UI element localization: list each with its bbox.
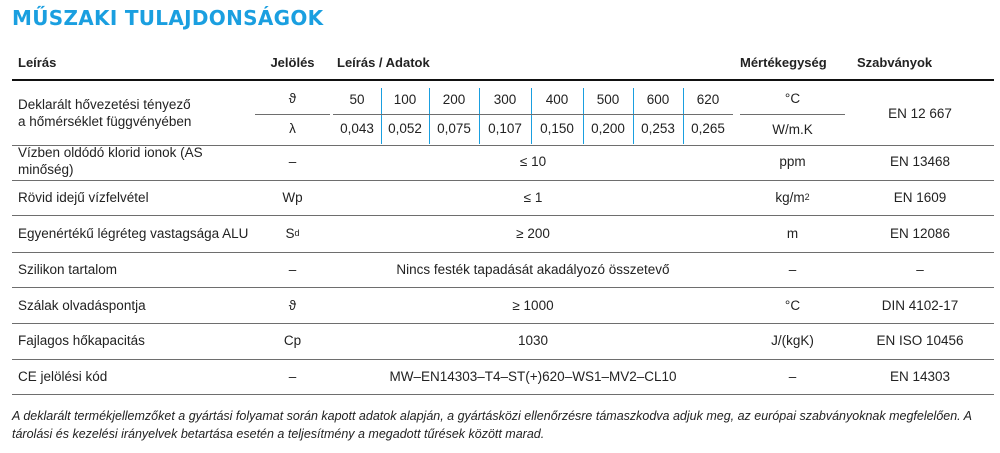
row-unit: m bbox=[786, 225, 799, 241]
grid-divider bbox=[479, 88, 480, 144]
inner-rule bbox=[255, 114, 330, 115]
row-unit: °C bbox=[784, 297, 801, 313]
row-standard: – bbox=[916, 261, 924, 277]
grid-divider bbox=[633, 88, 634, 144]
conductivity-label bbox=[18, 84, 253, 144]
grid-divider bbox=[683, 88, 684, 144]
row-unit-base: kg/m bbox=[775, 189, 805, 205]
header-unit: Mértékegység bbox=[740, 54, 827, 70]
grid-divider bbox=[531, 88, 532, 144]
row-symbol bbox=[255, 220, 330, 248]
row-symbol-subscript: d bbox=[294, 228, 300, 239]
row-label: Fajlagos hőkapacitás bbox=[18, 332, 145, 348]
symbol-temperature: ϑ bbox=[288, 90, 297, 106]
row-label: Szálak olvadáspontja bbox=[18, 297, 146, 313]
row-value: ≤ 10 bbox=[519, 153, 547, 169]
lambda-value: 0,200 bbox=[591, 120, 625, 136]
row-standard: EN 14303 bbox=[889, 368, 951, 384]
row-value: ≥ 1000 bbox=[512, 297, 554, 313]
row-rule bbox=[12, 323, 994, 324]
row-standard: EN ISO 10456 bbox=[876, 332, 964, 348]
row-value: ≤ 1 bbox=[523, 189, 543, 205]
conductivity-label-line1: Deklarált hővezetési tényező bbox=[18, 97, 191, 113]
row-label: Szilikon tartalom bbox=[18, 261, 118, 277]
row-label: Egyenértékű légréteg vastagsága ALU bbox=[18, 225, 249, 241]
grid-divider bbox=[381, 88, 382, 144]
lambda-value: 0,052 bbox=[388, 120, 422, 136]
inner-rule bbox=[333, 114, 733, 115]
row-value: MW–EN14303–T4–ST(+)620–WS1–MV2–CL10 bbox=[389, 368, 677, 384]
header-symbol: Jelölés bbox=[270, 54, 315, 70]
row-standard: EN 12086 bbox=[889, 225, 951, 241]
row-label: Rövid idejű vízfelvétel bbox=[18, 189, 149, 205]
row-label: CE jelölési kód bbox=[18, 368, 108, 384]
row-rule bbox=[12, 394, 994, 395]
temp-value: 400 bbox=[545, 91, 569, 107]
temp-value: 500 bbox=[596, 91, 620, 107]
row-symbol-base: S bbox=[285, 225, 295, 241]
row-unit: – bbox=[788, 261, 797, 277]
lambda-value: 0,107 bbox=[488, 120, 522, 136]
conductivity-label-line2: a hőmérséklet függvényében bbox=[18, 114, 192, 129]
lambda-value: 0,265 bbox=[691, 120, 725, 136]
row-symbol: Cp bbox=[283, 332, 302, 348]
header-standard: Szabványok bbox=[857, 54, 933, 70]
unit-conductivity: W/m.K bbox=[772, 121, 813, 137]
lambda-value: 0,075 bbox=[437, 120, 471, 136]
row-value: ≥ 200 bbox=[516, 225, 550, 241]
row-symbol: ϑ bbox=[288, 297, 297, 313]
row-symbol: Wp bbox=[282, 189, 303, 205]
row-unit bbox=[740, 184, 845, 212]
row-rule bbox=[12, 180, 994, 181]
symbol-lambda: λ bbox=[289, 120, 296, 136]
header-description: Leírás bbox=[18, 54, 57, 70]
row-value: Nincs festék tapadását akadályozó összetevő bbox=[396, 261, 670, 277]
inner-rule bbox=[740, 114, 845, 115]
page-title: MŰSZAKI TULAJDONSÁGOK bbox=[12, 6, 324, 30]
row-value: 1030 bbox=[517, 332, 549, 348]
footnote: A deklarált termékjellemzőket a gyártási folyamat során kapott adatok alapján, a gyártásközi ellenőrzésre támaszkodva adjuk meg, az európai szabványoknak megfelelően. A tárolási és kezelési irányelvek betartása esetén a teljesítmény a megadott tűrések között marad. bbox=[12, 409, 972, 441]
lambda-value: 0,150 bbox=[540, 120, 574, 136]
temp-value: 50 bbox=[349, 91, 365, 107]
temp-value: 600 bbox=[646, 91, 670, 107]
row-standard: DIN 4102-17 bbox=[881, 297, 959, 313]
temp-value: 100 bbox=[393, 91, 417, 107]
standard-conductivity: EN 12 667 bbox=[888, 105, 952, 121]
row-symbol: – bbox=[288, 261, 297, 277]
row-standard: EN 13468 bbox=[889, 153, 951, 169]
row-rule bbox=[12, 359, 994, 360]
header-data: Leírás / Adatok bbox=[337, 54, 430, 70]
header-rule bbox=[12, 79, 994, 81]
unit-temperature: °C bbox=[784, 90, 801, 106]
row-unit-exponent: 2 bbox=[804, 192, 810, 203]
row-standard: EN 1609 bbox=[893, 189, 947, 205]
row-rule bbox=[12, 215, 994, 216]
grid-divider bbox=[583, 88, 584, 144]
row-symbol: – bbox=[288, 368, 297, 384]
grid-divider bbox=[429, 88, 430, 144]
lambda-value: 0,253 bbox=[641, 120, 675, 136]
temp-value: 620 bbox=[696, 91, 720, 107]
row-unit: J/(kgK) bbox=[771, 332, 814, 348]
row-rule bbox=[12, 252, 994, 253]
row-unit: – bbox=[788, 368, 797, 384]
temp-value: 200 bbox=[442, 91, 466, 107]
row-rule bbox=[12, 287, 994, 288]
temp-value: 300 bbox=[493, 91, 517, 107]
row-label: Vízben oldódó klorid ionok (AS minőség) bbox=[18, 145, 203, 177]
row-unit: ppm bbox=[779, 153, 806, 169]
lambda-value: 0,043 bbox=[340, 120, 374, 136]
row-symbol: – bbox=[288, 153, 297, 169]
